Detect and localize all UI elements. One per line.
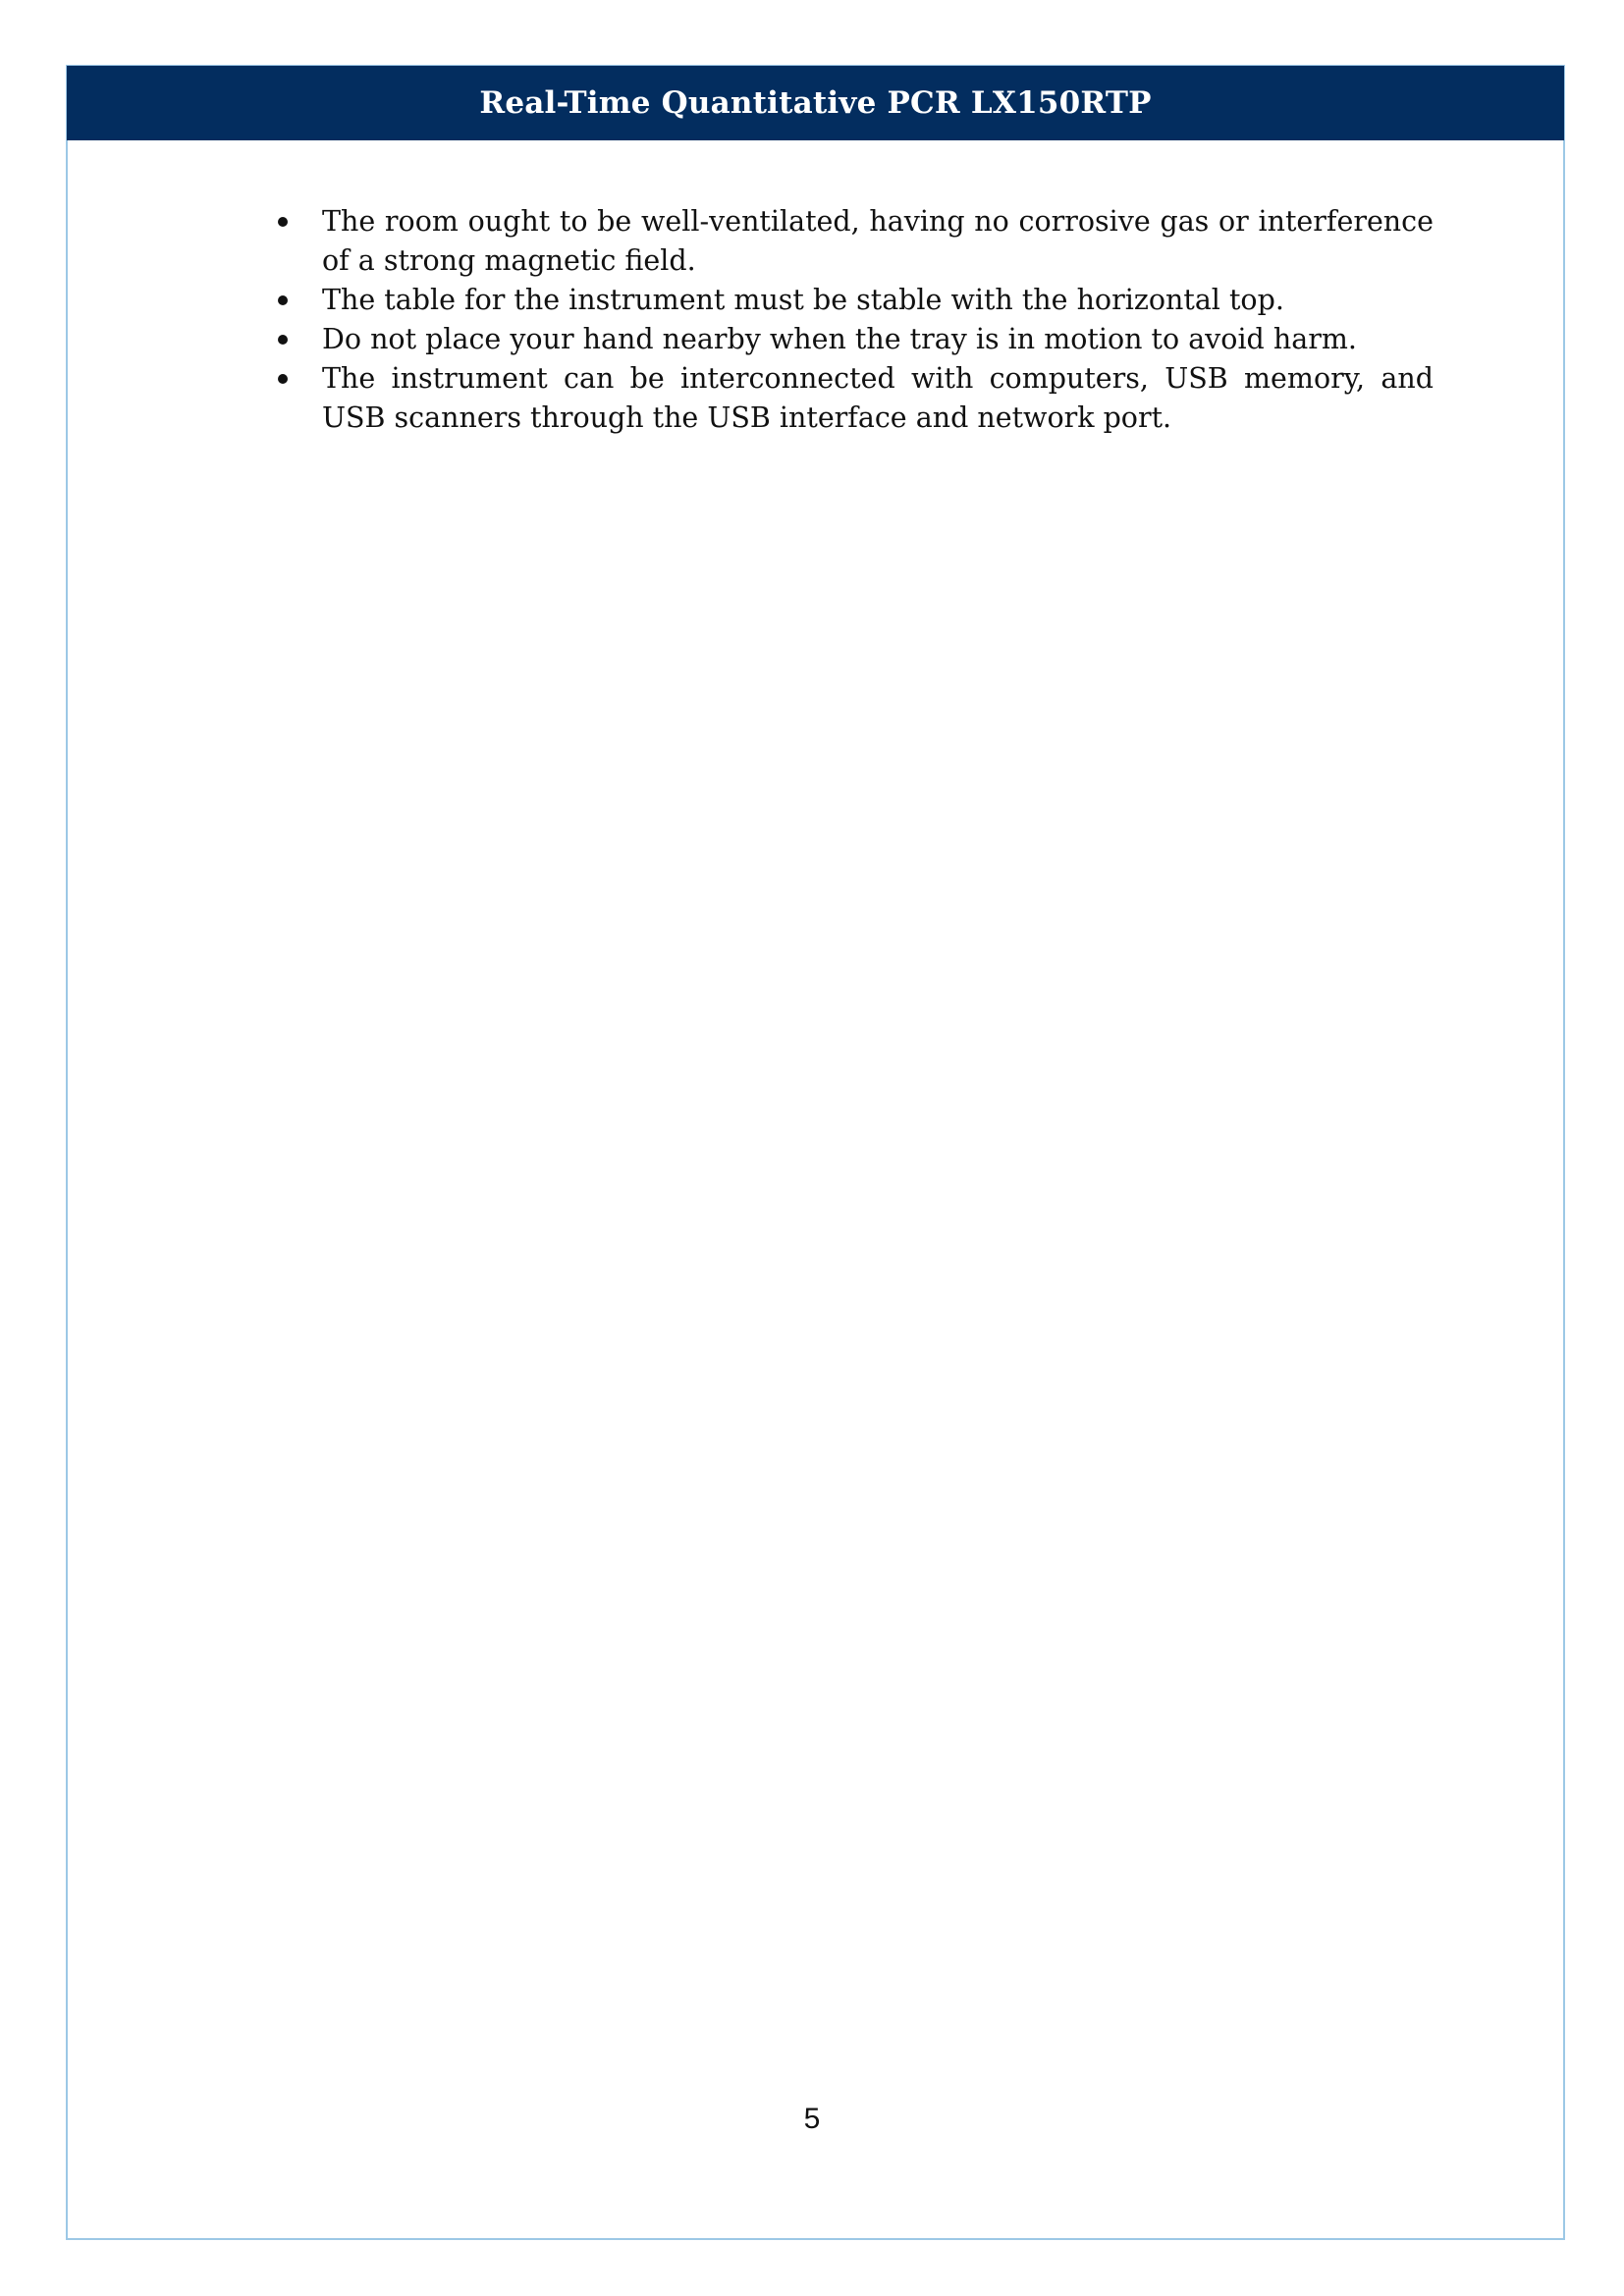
list-item	[273, 202, 1434, 281]
page-number: 5	[803, 2103, 821, 2135]
bullet-icon	[278, 217, 288, 227]
list-item-text: The table for the instrument must be stable with the horizontal top.	[322, 284, 1284, 316]
list-item	[273, 359, 1434, 438]
bullet-icon	[278, 335, 288, 345]
list-item	[273, 320, 1434, 359]
bullet-list	[273, 202, 1434, 438]
bullet-icon	[278, 295, 288, 305]
header-bar	[67, 66, 1564, 140]
bullet-icon	[278, 374, 288, 384]
page-title: Real-Time Quantitative PCR LX150RTP	[479, 85, 1152, 121]
list-item	[273, 281, 1434, 320]
list-item-text: The instrument can be interconnected with computers, USB memory, and USB scanners through the USB interface and network port.	[322, 362, 1434, 434]
list-item-text: Do not place your hand nearby when the tray is in motion to avoid harm.	[322, 323, 1357, 355]
list-item-text: The room ought to be well-ventilated, having no corrosive gas or interference of a strong magnetic field.	[322, 205, 1434, 277]
